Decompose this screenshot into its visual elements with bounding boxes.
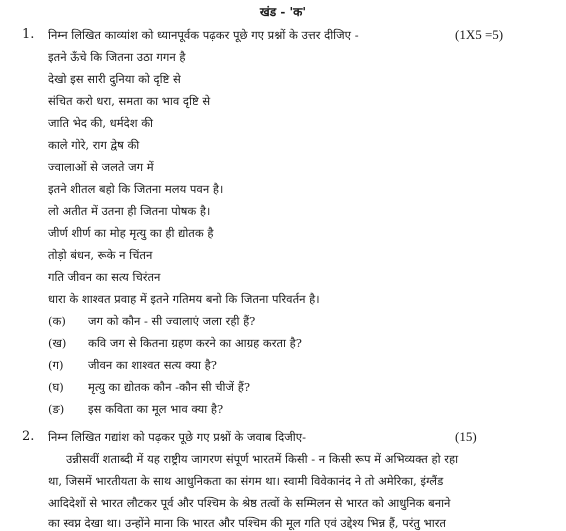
subquestion-text: जीवन का शाश्वत सत्य क्या है?: [88, 358, 217, 372]
poem-line: गति जीवन का सत्य चिरंतन: [48, 270, 161, 284]
poem-line: जाति भेद की, धर्मदेश की: [48, 116, 154, 130]
subquestion-text: मृत्यु का द्योतक कौन -कौन सी चीजें हैं?: [88, 380, 251, 394]
question-2-marks: (15): [455, 429, 477, 444]
poem-line: ज्वालाओं से जलते जग में: [48, 160, 154, 174]
subquestion-label: (ख): [48, 336, 67, 350]
subquestion-label: (ग): [48, 358, 64, 372]
poem-line: इतने ऊँचे कि जितना उठा गगन है: [48, 50, 186, 64]
question-2-prompt: निम्न लिखित गद्यांश को पढ़कर पूछे गए प्रश्नों के जवाब दिजीए-: [48, 430, 306, 444]
subquestion-label: (घ): [48, 380, 64, 394]
subquestion-text: इस कविता का मूल भाव क्या है?: [88, 402, 224, 416]
subquestion: [48, 358, 217, 373]
poem-line: इतने शीतल बहो कि जितना मलय पवन है।: [48, 182, 224, 196]
subquestion: [48, 336, 302, 351]
subquestion-text: जग को कौन - सी ज्वालाएं जला रही हैं?: [88, 314, 256, 328]
poem-line: संचित करो धरा, समता का भाव दृष्टि से: [48, 94, 211, 108]
subquestion-text: कवि जग से कितना ग्रहण करने का आग्रह करता है?: [88, 336, 302, 350]
subquestion-label: (ङ): [48, 402, 65, 416]
poem-line: जीर्ण शीर्ण का मोह मृत्यु का ही द्योतक है: [48, 226, 214, 240]
subquestion-label: (क): [48, 314, 66, 328]
subquestion: [48, 380, 250, 395]
subquestion: [48, 314, 255, 329]
passage-line: आदिदेशों से भारत लौटकर पूर्व और पश्चिम के श्रेष्ठ तत्वों के सम्मिलन से भारत को आधुनिक बनाने: [48, 496, 451, 510]
passage-line: का स्वप्न देखा था। उन्होंने माना कि भारत और पश्चिम की मूल गति एवं उद्देश्य भिन्न हैं, परंतु भारत: [48, 516, 446, 530]
poem-line: काले गोरे, राग द्वेष की: [48, 138, 140, 152]
question-1-prompt: निम्न लिखित काव्यांश को ध्यानपूर्वक पढ़कर पूछे गए प्रश्नों के उत्तर दीजिए -: [48, 28, 359, 42]
passage-line: था, जिसमें भारतीयता के साथ आधुनिकता का संगम था। स्वामी विवेकानंद ने तो अमेरिका, इंग्लैंड: [48, 474, 444, 488]
poem-line: तोड़ो बंधन, रूके न चिंतन: [48, 248, 153, 262]
passage-line: उन्नीसवीं शताब्दी में यह राष्ट्रीय जागरण संपूर्ण भारतमें किसी - न किसी रूप में अभिव्यक्त हो रहा: [66, 452, 459, 466]
subquestion: [48, 402, 223, 417]
poem-line: धारा के शाश्वत प्रवाह में इतने गतिमय बनो कि जितना परिवर्तन है।: [48, 292, 320, 306]
poem-line: लो अतीत में उतना ही जितना पोषक है।: [48, 204, 211, 218]
question-2-number: 2.: [22, 429, 35, 444]
question-1-number: 1.: [22, 27, 35, 42]
section-title: खंड - 'क': [259, 5, 307, 19]
question-1-marks: (1X5 =5): [455, 27, 504, 42]
poem-line: देखो इस सारी दुनिया को दृष्टि से: [48, 72, 181, 86]
